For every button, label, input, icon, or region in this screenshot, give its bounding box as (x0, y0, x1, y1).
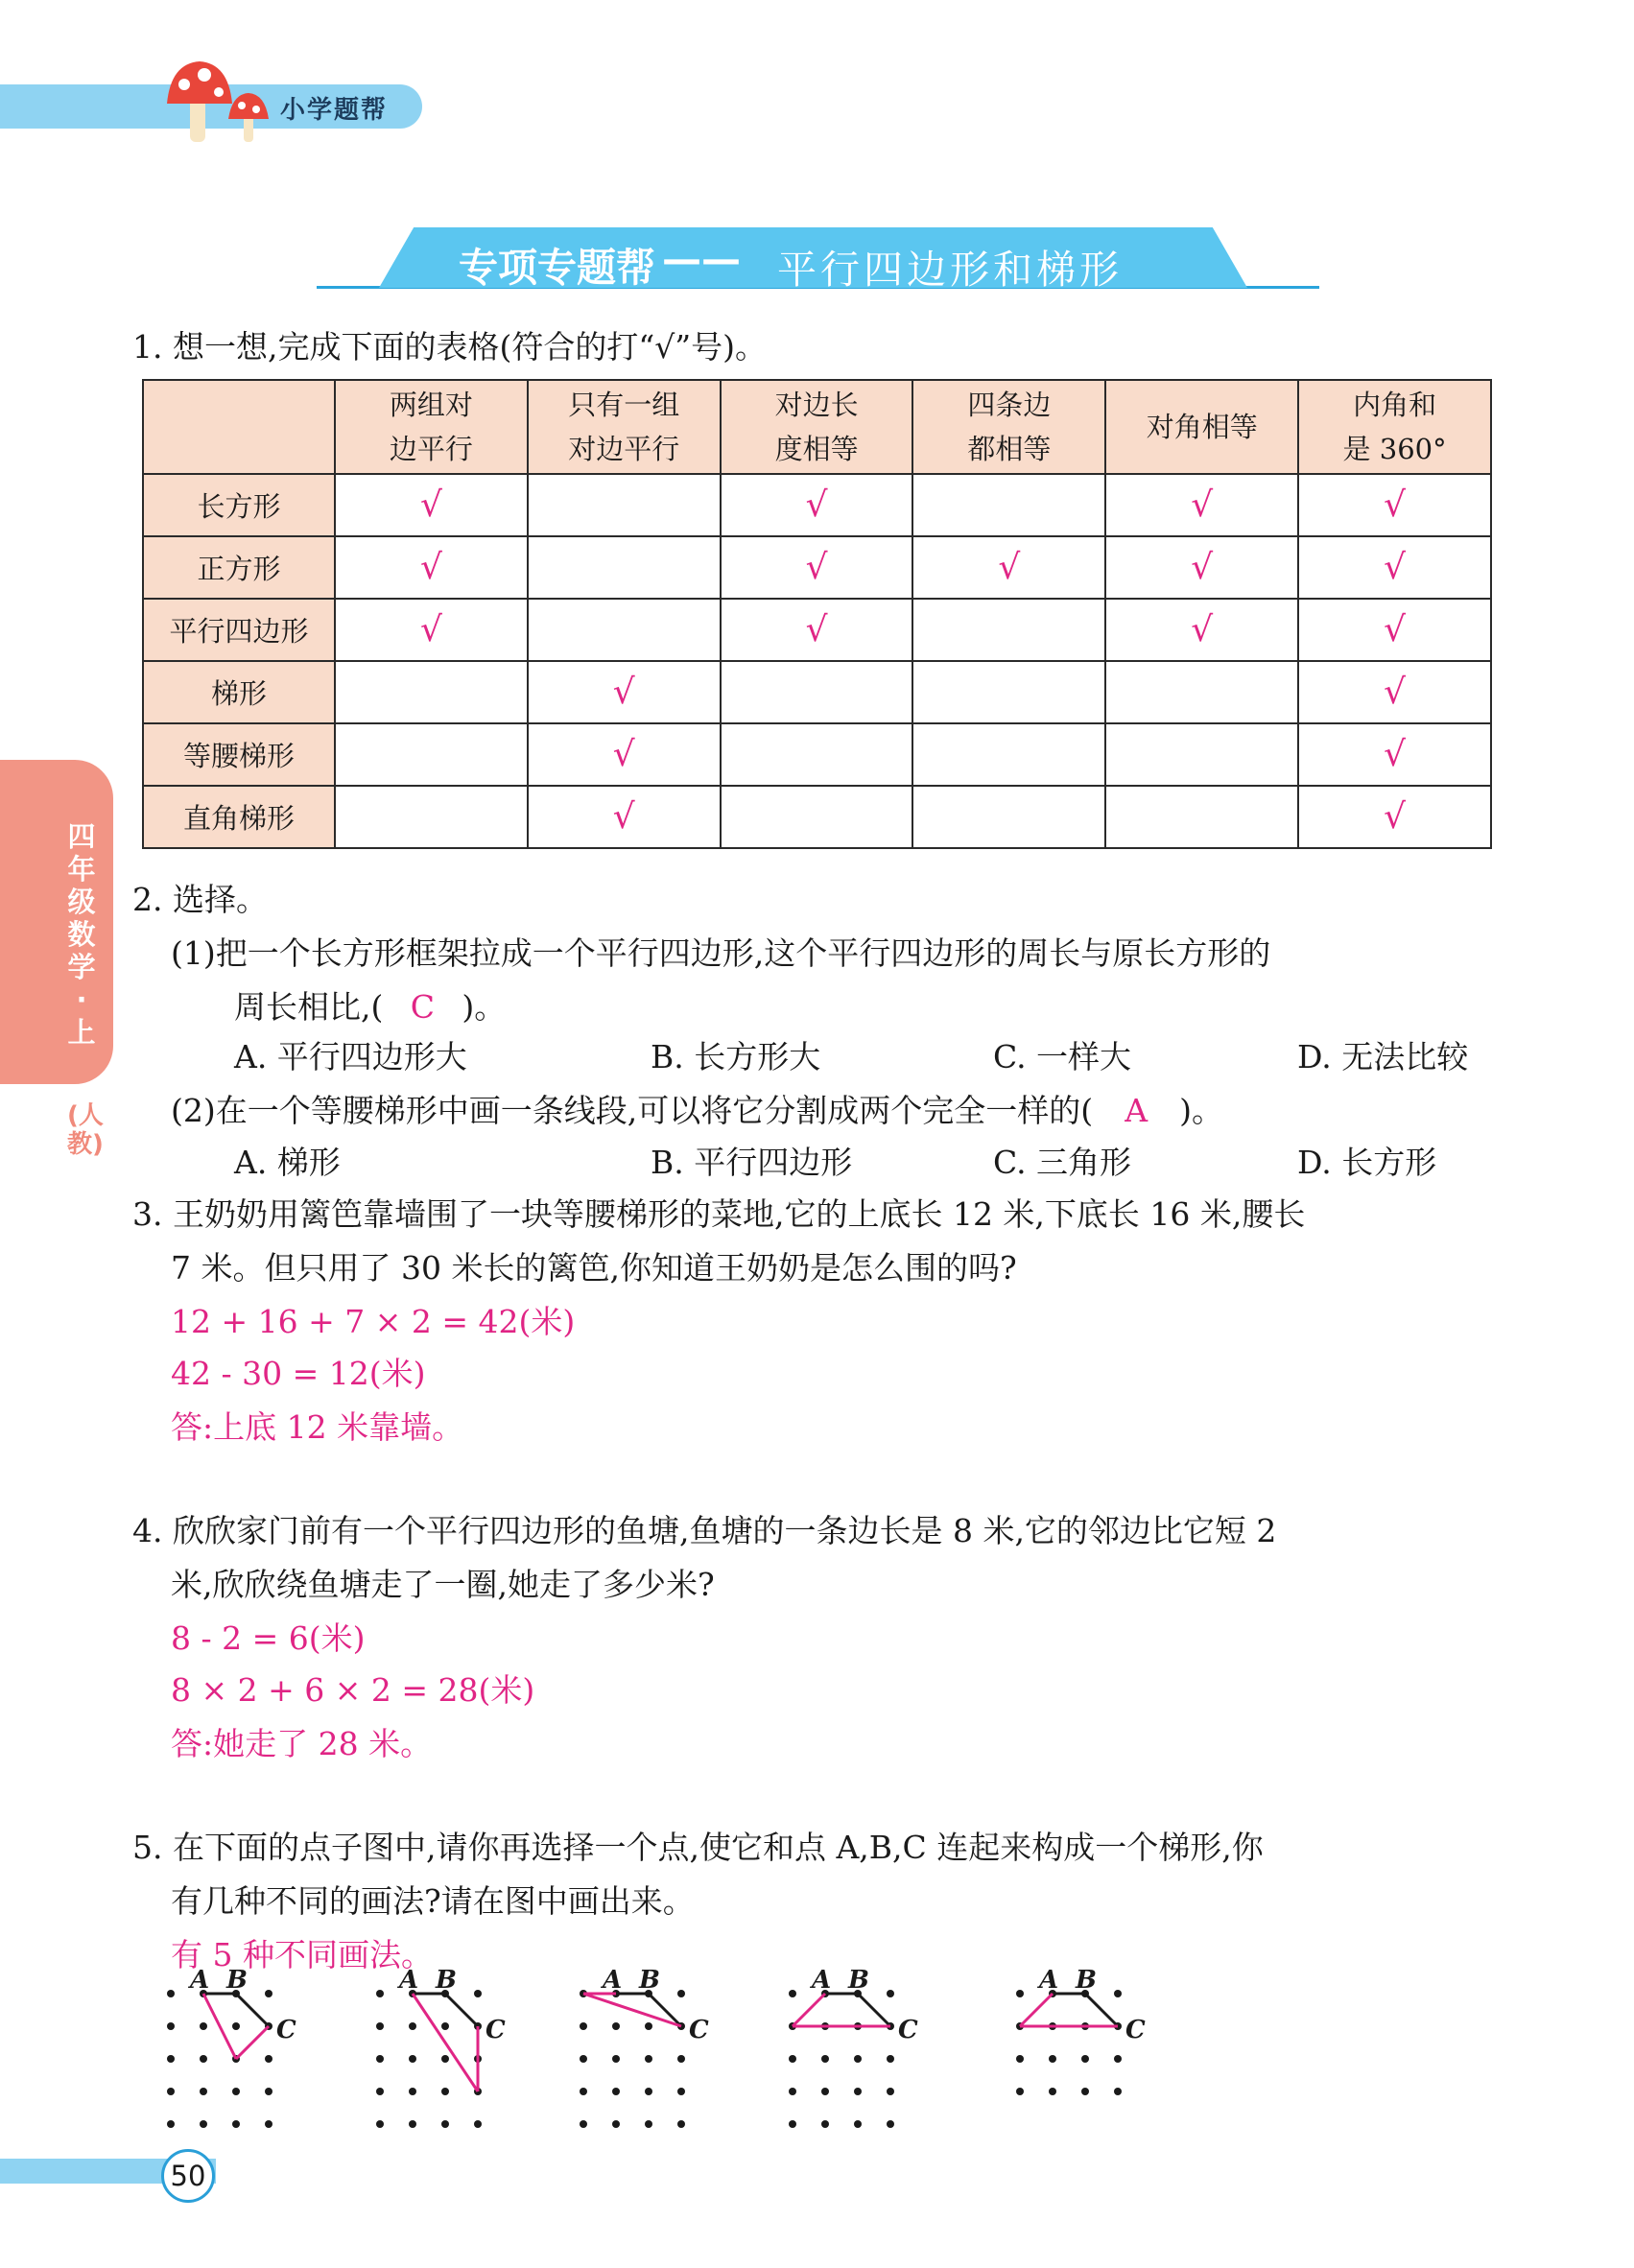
grid-dot (474, 2120, 482, 2128)
grid-dot (645, 2120, 652, 2128)
grid-dot (200, 2055, 207, 2063)
table-row (143, 536, 1491, 599)
q3-answer-2: 42 - 30 = 12(米) (171, 1355, 426, 1392)
table-cell (1105, 786, 1298, 848)
grid-dot (441, 2055, 449, 2063)
table-cell (721, 786, 913, 848)
grid-dot (1016, 2055, 1024, 2063)
table-cell (721, 661, 913, 723)
table-row (143, 723, 1491, 786)
grid-dot (789, 2088, 796, 2095)
point-label-c: C (276, 2016, 296, 2044)
grid-dot (265, 2055, 272, 2063)
q4-line1: 4. 欣欣家门前有一个平行四边形的鱼塘,鱼塘的一条边长是 8 米,它的邻边比它短 2 (132, 1512, 1277, 1549)
point-label-b: B (639, 1967, 660, 1995)
grid-dot (409, 2022, 416, 2030)
grid-dot (167, 2022, 175, 2030)
table-header-row (143, 380, 1491, 474)
grid-dot (232, 2120, 240, 2128)
table-row-header: 正方形 (143, 536, 335, 599)
table-cell (912, 786, 1105, 848)
grid-dot (612, 2022, 620, 2030)
q2-prompt: 2. 选择。 (132, 881, 268, 918)
segment-da (203, 1994, 236, 2059)
grid-dot (580, 2120, 587, 2128)
segment-cd (236, 2026, 269, 2059)
point-label-c: C (898, 2016, 918, 2044)
grid-dot (677, 2120, 685, 2128)
grid-dot (789, 2120, 796, 2128)
grid-dot (409, 2088, 416, 2095)
grid-dot (677, 1990, 685, 1997)
q5-line2: 有几种不同的画法?请在图中画出来。 (171, 1882, 695, 1920)
grid-dot (265, 1990, 272, 1997)
grid-dot (1049, 2088, 1056, 2095)
q2-p1-line2: 周长相比,( C )。 (234, 980, 506, 1034)
point-label-a: A (1039, 1967, 1059, 1995)
table-col-header: 只有一组 对边平行 (528, 380, 721, 474)
table-cell (335, 661, 528, 723)
table-cell (721, 723, 913, 786)
grid-dot (1081, 2088, 1089, 2095)
grid-dot (612, 2120, 620, 2128)
title-sub: 平行四边形和梯形 (777, 247, 1123, 293)
grid-dot (580, 2022, 587, 2030)
q1-table (142, 379, 1492, 849)
table-col-header: 两组对 边平行 (335, 380, 528, 474)
grid-dot (376, 1990, 384, 1997)
grid-dot (821, 2088, 829, 2095)
table-row (143, 661, 1491, 723)
grid-dot (376, 2120, 384, 2128)
table-cell: √ (528, 661, 721, 723)
grid-dot (441, 2120, 449, 2128)
grid-dot (200, 2120, 207, 2128)
grid-dot (789, 2055, 796, 2063)
grid-dot (612, 2055, 620, 2063)
grid-dot (677, 2055, 685, 2063)
q2-p1-option-c: C. 一样大 (993, 1038, 1132, 1075)
title-dash: —— (662, 236, 741, 282)
q3-answer-3: 答:上底 12 米靠墙。 (171, 1408, 464, 1446)
grid-dot (474, 1990, 482, 1997)
grid-dot (167, 2088, 175, 2095)
table-cell (1105, 661, 1298, 723)
segment-bc (236, 1994, 269, 2026)
segment-bc (445, 1994, 478, 2026)
table-row-header: 等腰梯形 (143, 723, 335, 786)
table-row (143, 599, 1491, 661)
table-cell (1105, 723, 1298, 786)
grid-dot (232, 2022, 240, 2030)
grid-dot (854, 2120, 862, 2128)
grid-dot (821, 2120, 829, 2128)
point-label-c: C (1125, 2016, 1146, 2044)
table-col-header: 内角和 是 360° (1298, 380, 1491, 474)
grid-dot (1114, 2088, 1122, 2095)
table-cell: √ (1105, 599, 1298, 661)
q2-p1-option-d: D. 无法比较 (1297, 1038, 1469, 1075)
title-main: 专项专题帮 (459, 245, 655, 291)
q5-answer: 有 5 种不同画法。 (171, 1936, 433, 1973)
q5-line1: 5. 在下面的点子图中,请你再选择一个点,使它和点 A,B,C 连起来构成一个梯形,你 (132, 1829, 1264, 1866)
q2-p2-option-d: D. 长方形 (1297, 1144, 1437, 1181)
table-row-header: 梯形 (143, 661, 335, 723)
grid-dot (854, 2088, 862, 2095)
table-cell: √ (1105, 536, 1298, 599)
table-cell: √ (1298, 723, 1491, 786)
table-cell (335, 786, 528, 848)
grid-dot (441, 2088, 449, 2095)
grid-dot (409, 2055, 416, 2063)
point-label-a: A (190, 1967, 210, 1995)
q2-p2-answer: A (1125, 1092, 1149, 1129)
grid-dot (887, 2088, 894, 2095)
table-cell: √ (335, 474, 528, 536)
grid-dot (887, 1990, 894, 1997)
table-cell: √ (528, 723, 721, 786)
segment-da (793, 1994, 825, 2026)
segment-da (1020, 1994, 1053, 2026)
grid-dot (200, 2022, 207, 2030)
table-cell: √ (1298, 661, 1491, 723)
point-label-a: A (812, 1967, 832, 1995)
point-label-c: C (689, 2016, 709, 2044)
q2-p2-option-a: A. 梯形 (234, 1144, 341, 1181)
page-number: 50 (161, 2149, 215, 2203)
grid-dot (677, 2088, 685, 2095)
grid-dot (265, 2120, 272, 2128)
grid-dot (441, 2022, 449, 2030)
point-label-b: B (1076, 1967, 1097, 1995)
table-row (143, 474, 1491, 536)
q4-answer-2: 8 × 2 + 6 × 2 = 28(米) (171, 1671, 535, 1709)
table-cell (912, 723, 1105, 786)
point-label-a: A (603, 1967, 623, 1995)
grid-dot (409, 2120, 416, 2128)
grid-dot (232, 2088, 240, 2095)
grid-dot (376, 2022, 384, 2030)
point-label-a: A (399, 1967, 419, 1995)
grid-dot (1016, 2088, 1024, 2095)
grid-dot (167, 1990, 175, 1997)
q2-p2-option-b: B. 平行四边形 (651, 1144, 853, 1181)
q4-line2: 米,欣欣绕鱼塘走了一圈,她走了多少米? (171, 1566, 715, 1603)
grid-dot (645, 2022, 652, 2030)
grid-dot (376, 2088, 384, 2095)
table-row-header: 平行四边形 (143, 599, 335, 661)
table-col-header: 四条边 都相等 (912, 380, 1105, 474)
table-cell (335, 723, 528, 786)
brand-name: 小学题帮 (280, 96, 389, 125)
table-cell: √ (1298, 536, 1491, 599)
table-cell: √ (1105, 474, 1298, 536)
grid-dot (645, 2088, 652, 2095)
q2-p1-line1: (1)把一个长方形框架拉成一个平行四边形,这个平行四边形的周长与原长方形的 (171, 934, 1271, 972)
q3-line1: 3. 王奶奶用篱笆靠墙围了一块等腰梯形的菜地,它的上底长 12 米,下底长 16 米,腰长 (132, 1195, 1306, 1233)
point-label-c: C (485, 2016, 506, 2044)
table-col-header: 对边长 度相等 (721, 380, 913, 474)
segment-bc (858, 1994, 890, 2026)
grid-dot (580, 2055, 587, 2063)
table-cell: √ (721, 474, 913, 536)
grid-dot (200, 2088, 207, 2095)
q1-prompt: 1. 想一想,完成下面的表格(符合的打“√”号)。 (132, 328, 767, 366)
table-cell: √ (721, 536, 913, 599)
grid-dot (789, 1990, 796, 1997)
q3-answer-1: 12 + 16 + 7 × 2 = 42(米) (171, 1303, 576, 1340)
table-cell: √ (528, 786, 721, 848)
q4-answer-3: 答:她走了 28 米。 (171, 1725, 433, 1762)
table-cell: √ (1298, 786, 1491, 848)
grid-dot (645, 2055, 652, 2063)
q4-answer-1: 8 - 2 = 6(米) (171, 1619, 366, 1657)
q2-p1-option-b: B. 长方形大 (651, 1038, 821, 1075)
segment-da (413, 1994, 478, 2091)
table-cell: √ (1298, 599, 1491, 661)
table-cell: √ (335, 599, 528, 661)
grid-dot (887, 2120, 894, 2128)
table-row-header: 长方形 (143, 474, 335, 536)
side-tab-edition: (人教) (67, 1101, 104, 1159)
grid-dot (854, 2055, 862, 2063)
point-label-b: B (436, 1967, 457, 1995)
q2-p2-option-c: C. 三角形 (993, 1144, 1132, 1181)
q2-p1-option-a: A. 平行四边形大 (234, 1038, 467, 1075)
table-row (143, 786, 1491, 848)
q2-p1-answer: C (410, 988, 435, 1026)
dot-grid-diagrams (144, 1967, 1199, 2144)
point-label-b: B (226, 1967, 248, 1995)
table-cell (912, 661, 1105, 723)
table-row-header: 直角梯形 (143, 786, 335, 848)
grid-dot (167, 2120, 175, 2128)
mushroom-logo-icon (161, 56, 286, 152)
table-cell (528, 474, 721, 536)
grid-dot (821, 2055, 829, 2063)
table-cell (528, 599, 721, 661)
grid-dot (1114, 1990, 1122, 1997)
table-corner (143, 380, 335, 474)
grid-dot (580, 2088, 587, 2095)
q2-p2-line: (2)在一个等腰梯形中画一条线段,可以将它分割成两个完全一样的( A )。 (171, 1084, 1223, 1138)
segment-bc (1085, 1994, 1118, 2026)
grid-dot (1114, 2055, 1122, 2063)
table-col-header: 对角相等 (1105, 380, 1298, 474)
table-cell: √ (1298, 474, 1491, 536)
table-cell: √ (335, 536, 528, 599)
grid-dot (1049, 2055, 1056, 2063)
grid-dot (167, 2055, 175, 2063)
grid-dot (376, 2055, 384, 2063)
point-label-b: B (848, 1967, 869, 1995)
side-tab-label: 四年级数学·上 (67, 820, 96, 1049)
grid-dot (265, 2088, 272, 2095)
grid-dot (1081, 2055, 1089, 2063)
q3-line2: 7 米。但只用了 30 米长的篱笆,你知道王奶奶是怎么围的吗? (171, 1249, 1017, 1287)
grid-dot (887, 2055, 894, 2063)
table-cell: √ (912, 536, 1105, 599)
table-cell (912, 474, 1105, 536)
table-cell: √ (721, 599, 913, 661)
grid-dot (612, 2088, 620, 2095)
table-cell (912, 599, 1105, 661)
table-cell (528, 536, 721, 599)
grid-dot (1016, 1990, 1024, 1997)
